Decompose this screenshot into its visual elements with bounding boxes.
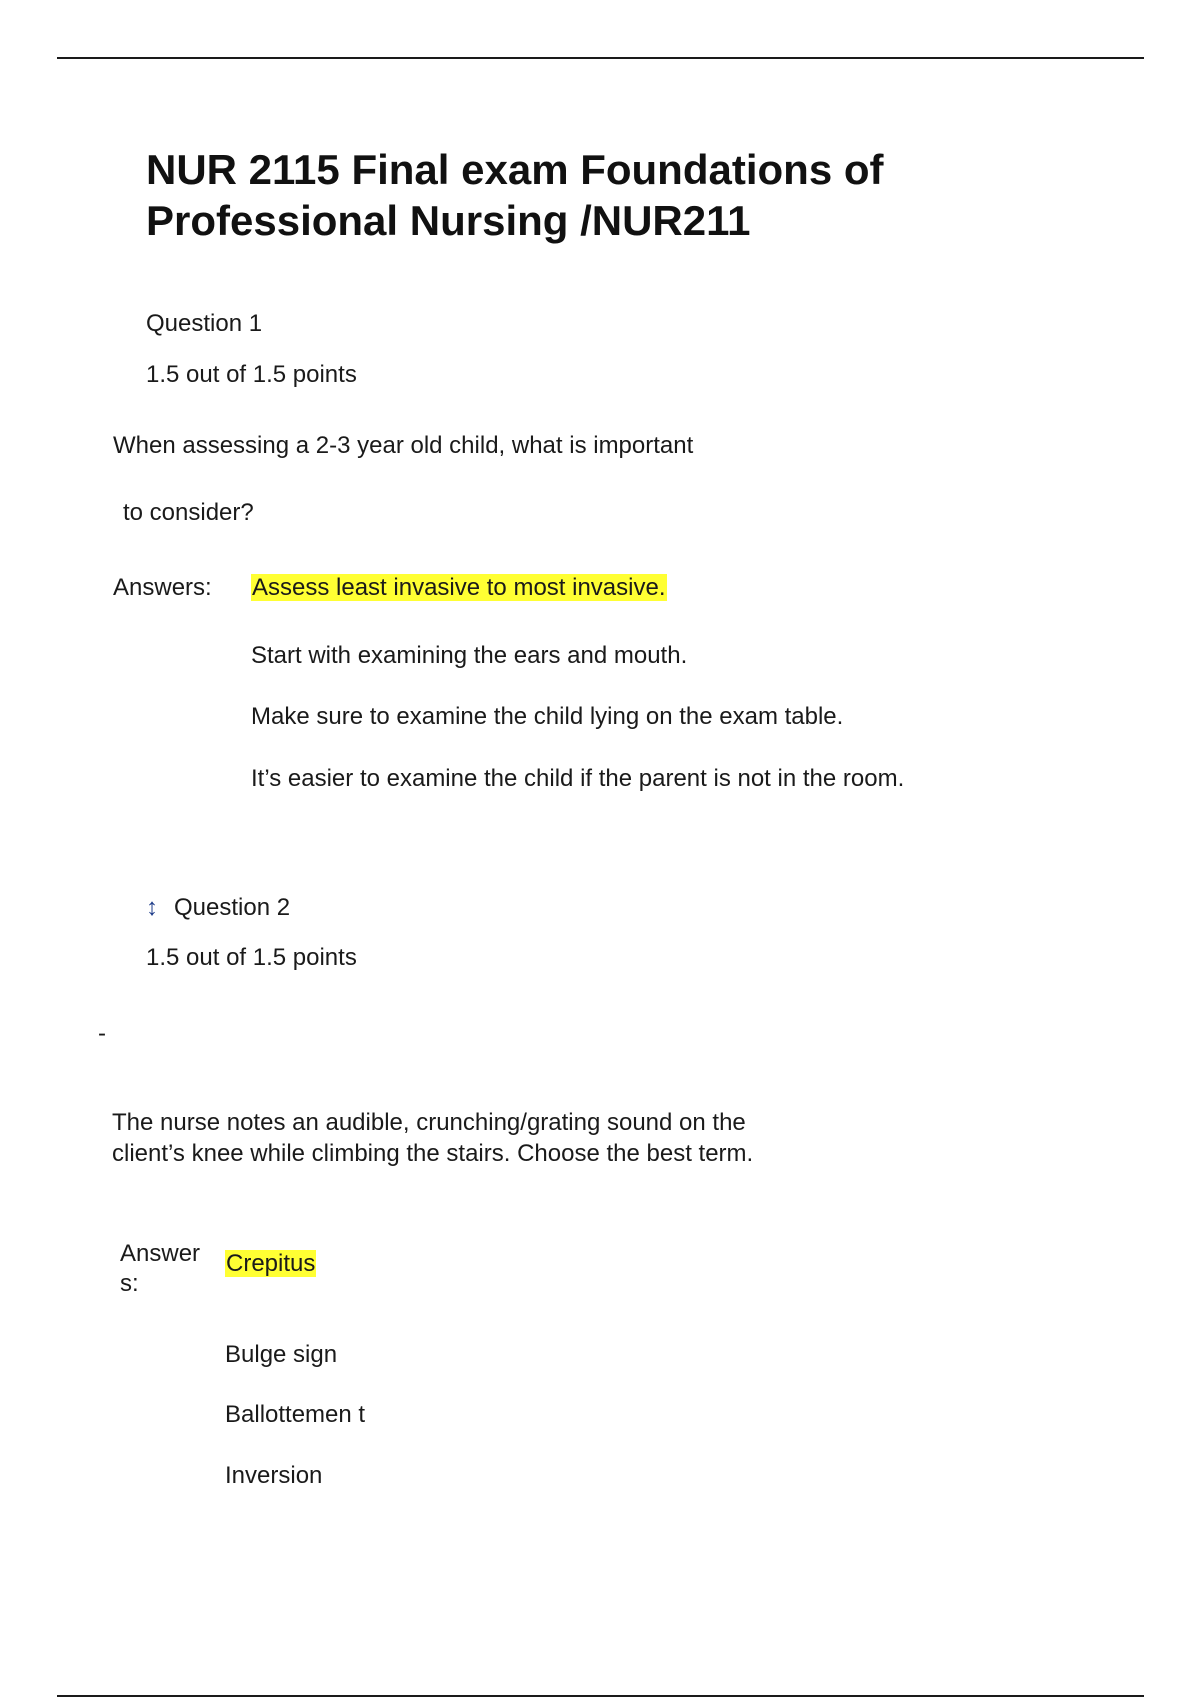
up-down-arrow-icon: ↕ bbox=[146, 894, 158, 921]
answer-highlight: Crepitus bbox=[226, 1250, 316, 1277]
bottom-rule bbox=[57, 1695, 1144, 1697]
question-1-answer-4: It’s easier to examine the child if the parent is not in the room. bbox=[251, 765, 905, 792]
question-1-answer-2: Start with examining the ears and mouth. bbox=[251, 642, 688, 669]
question-2-text: The nurse notes an audible, crunching/grating sound on the client’s knee while climbing the stairs. Choose the best term. bbox=[112, 1109, 754, 1167]
top-rule bbox=[57, 57, 1144, 59]
question-1-answers-label: Answers: bbox=[113, 574, 212, 601]
question-1-text-line-1: When assessing a 2-3 year old child, what is important bbox=[113, 432, 694, 459]
question-2-label: Question 2 bbox=[174, 894, 291, 921]
question-1-answer-3: Make sure to examine the child lying on the exam table. bbox=[251, 703, 844, 730]
question-2-answer-4: Inversion bbox=[225, 1462, 323, 1489]
question-2-points: 1.5 out of 1.5 points bbox=[146, 944, 357, 971]
question-2-dash: - bbox=[98, 1020, 106, 1047]
question-2-answer-2: Bulge sign bbox=[225, 1341, 338, 1368]
question-2-answer-3: Ballottemen t bbox=[225, 1401, 366, 1428]
document-title: NUR 2115 Final exam Foundations of Professional Nursing /NUR211 bbox=[146, 146, 884, 244]
question-2-answer-1 bbox=[225, 1249, 316, 1279]
question-1-label: Question 1 bbox=[146, 310, 263, 337]
question-2-header bbox=[146, 893, 290, 923]
question-1-text-line-2: to consider? bbox=[123, 499, 254, 526]
question-2-answers-label: Answers: bbox=[120, 1240, 201, 1297]
answer-highlight: Assess least invasive to most invasive. bbox=[252, 574, 666, 601]
question-1-points: 1.5 out of 1.5 points bbox=[146, 361, 357, 388]
question-1-answer-1 bbox=[251, 573, 667, 603]
